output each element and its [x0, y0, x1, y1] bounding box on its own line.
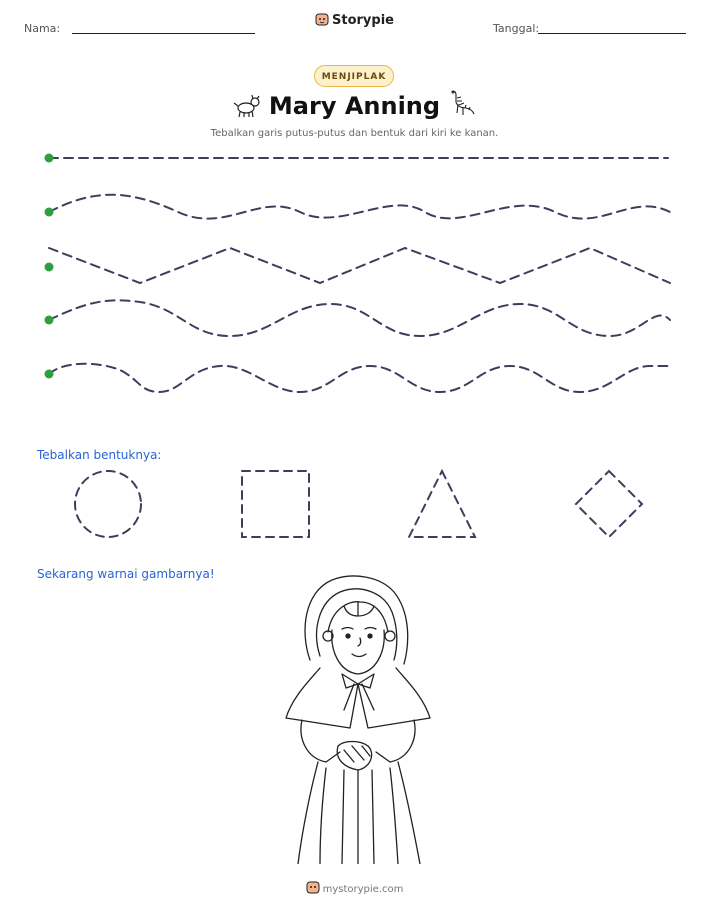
- name-field-line[interactable]: [72, 33, 255, 34]
- instructions: Tebalkan garis putus-putus dan bentuk dari kiri ke kanan.: [210, 128, 499, 139]
- diamond-shape[interactable]: [576, 471, 642, 537]
- footer-url[interactable]: mystorypie.com: [322, 884, 404, 895]
- tracing-line-wave-3[interactable]: [49, 364, 670, 392]
- page-title: Mary Anning: [268, 92, 441, 120]
- square-shape[interactable]: [242, 471, 309, 537]
- shape-tracing-area: [0, 460, 709, 550]
- tracing-line-zigzag[interactable]: [49, 248, 670, 283]
- brand-logo: [0, 12, 709, 28]
- start-dot: [45, 370, 54, 379]
- start-dot: [45, 208, 54, 217]
- brand-name: Storypie: [332, 13, 394, 28]
- activity-badge: MENJIPLAK: [314, 65, 394, 87]
- triangle-shape[interactable]: [409, 471, 475, 537]
- start-dot: [45, 154, 54, 163]
- dinosaur-skeleton-icon: [446, 88, 476, 118]
- tracing-line-wave-2[interactable]: [49, 300, 670, 336]
- coloring-heading: Sekarang warnai gambarnya!: [37, 567, 215, 581]
- storypie-logo-icon: [315, 12, 329, 26]
- name-label: Nama:: [24, 22, 61, 35]
- circle-shape[interactable]: [75, 471, 141, 537]
- shapes-heading: Tebalkan bentuknya:: [37, 448, 162, 462]
- tracing-lines: [0, 140, 709, 410]
- start-dot: [45, 316, 54, 325]
- date-field-line[interactable]: [538, 33, 686, 34]
- date-label: Tanggal:: [493, 22, 540, 35]
- start-dot: [45, 263, 54, 272]
- storypie-logo-icon: [306, 880, 320, 894]
- footer: [0, 880, 709, 895]
- tracing-line-wave-1[interactable]: [49, 195, 670, 219]
- mary-anning-coloring-picture[interactable]: [280, 572, 440, 864]
